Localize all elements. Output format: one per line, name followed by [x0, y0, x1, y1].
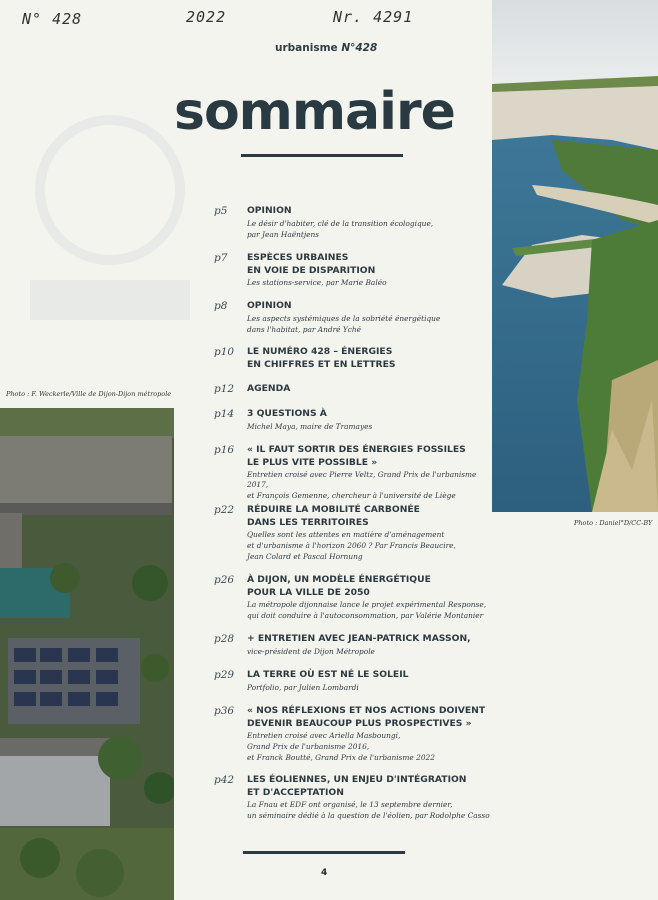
toc-entry-body: [247, 774, 497, 821]
toc-heading-line: LE NUMÉRO 428 – ÉNERGIES: [247, 346, 393, 357]
toc-description-line: Quelles sont les attentes en matière d'aménagement: [247, 530, 445, 539]
toc-heading-line: OPINION: [247, 205, 292, 216]
photo-credit-left: Photo : F. Weckerle/Ville de Dijon-Dijon métropole: [6, 390, 172, 398]
toc-description-line: Les aspects systémiques de la sobriété énergétique: [247, 313, 441, 323]
toc-page-number: p22: [214, 504, 235, 516]
handwritten-year: 2022: [186, 8, 227, 26]
handwritten-catalog-number: Nr. 4291: [333, 8, 414, 26]
toc-heading-line: LE PLUS VITE POSSIBLE »: [247, 456, 378, 468]
toc-description-line: et François Gemenne, chercheur à l'université de Liège: [247, 491, 456, 500]
photo-credit-right: Photo : Daniel°D/CC-BY: [574, 519, 653, 527]
toc-page-number: p29: [214, 669, 235, 681]
toc-heading-line: + ENTRETIEN AVEC JEAN-PATRICK MASSON,: [247, 633, 471, 644]
toc-entry-body: [247, 300, 497, 335]
toc-heading-line: LA TERRE OÙ EST NÉ LE SOLEIL: [247, 669, 409, 680]
toc-description-line: et d'urbanisme à l'horizon 2060 ? Par Francis Beaucire,: [247, 541, 456, 550]
toc-description-line: par Jean Haëntjens: [247, 229, 320, 239]
toc-page-number: p42: [214, 774, 235, 786]
toc-page-number: p36: [214, 705, 235, 717]
toc-page-number: p16: [214, 444, 235, 456]
toc-description-line: Grand Prix de l'urbanisme 2016,: [247, 742, 370, 751]
toc-heading-line: ET D'ACCEPTATION: [247, 786, 344, 798]
toc-entry-body: [247, 633, 497, 657]
toc-page-number: p8: [214, 300, 228, 312]
toc-description-line: et Franck Boutté, Grand Prix de l'urbanisme 2022: [247, 753, 435, 762]
toc-page-number: p14: [214, 408, 235, 420]
toc-description-line: dans l'habitat, par André Yché: [247, 324, 361, 334]
toc-page-number: p7: [214, 252, 228, 264]
toc-description-line: vice-président de Dijon Métropole: [247, 646, 375, 656]
toc-description-line: un séminaire dédié à la question de l'éolien, par Rodolphe Casso: [247, 811, 490, 820]
toc-entry-body: [247, 504, 497, 562]
toc-entry-body: [247, 705, 497, 763]
toc-page-number: p12: [214, 383, 235, 395]
toc-description-line: Jean Colard et Pascal Hornung: [247, 552, 363, 561]
toc-heading-line: DANS LES TERRITOIRES: [247, 516, 369, 528]
toc-description-line: La métropole dijonnaise lance le projet expérimental Response,: [247, 600, 487, 609]
toc-heading-line: RÉDUIRE LA MOBILITÉ CARBONÉE: [247, 504, 420, 515]
toc-page-number: p28: [214, 633, 235, 645]
toc-heading-line: AGENDA: [247, 383, 291, 394]
toc-entry-body: [247, 383, 497, 396]
toc-description-line: Michel Maya, maire de Tramayes: [247, 421, 373, 431]
toc-heading-line: LES ÉOLIENNES, UN ENJEU D'INTÉGRATION: [247, 774, 467, 785]
aerial-solar-rooftops-photo: [0, 408, 174, 900]
toc-heading-line: DEVENIR BEAUCOUP PLUS PROSPECTIVES »: [247, 717, 472, 729]
toc-entry-body: [247, 669, 497, 693]
toc-entry-body: [247, 346, 497, 371]
toc-description-line: La Fnau et EDF ont organisé, le 13 septembre dernier,: [247, 800, 453, 809]
bottom-rule: [243, 851, 405, 854]
toc-entry-body: [247, 205, 497, 240]
page-title: sommaire: [174, 82, 455, 142]
toc-entry-body: [247, 574, 497, 621]
toc-entry-body: [247, 408, 497, 432]
toc-description-line: qui doit conduire à l'autoconsommation, par Valérie Montanier: [247, 611, 484, 620]
toc-heading-line: EN VOIE DE DISPARITION: [247, 264, 376, 276]
masthead-issue-number: N°428: [341, 42, 378, 54]
toc-heading-line: OPINION: [247, 300, 292, 311]
toc-page-number: p10: [214, 346, 235, 358]
toc-heading-line: À DIJON, UN MODÈLE ÉNERGÉTIQUE: [247, 574, 431, 585]
toc-page-number: p5: [214, 205, 228, 217]
toc-heading-line: EN CHIFFRES ET EN LETTRES: [247, 358, 396, 370]
toc-entry-body: [247, 252, 497, 288]
masthead-brand: urbanisme: [275, 42, 338, 54]
toc-heading-line: « IL FAUT SORTIR DES ÉNERGIES FOSSILES: [247, 444, 466, 455]
toc-heading-line: « NOS RÉFLEXIONS ET NOS ACTIONS DOIVENT: [247, 705, 486, 716]
toc-page-number: p26: [214, 574, 235, 586]
page-number: 4: [321, 868, 328, 878]
toc-description-line: Entretien croisé avec Ariella Masboungi,: [247, 731, 401, 740]
toc-description-line: Entretien croisé avec Pierre Veltz, Grand Prix de l'urbanisme 2017,: [247, 470, 477, 489]
masthead: [275, 42, 377, 54]
toc-description-line: Les stations-service, par Marie Baléo: [247, 278, 387, 287]
toc-heading-line: 3 QUESTIONS À: [247, 408, 327, 419]
cliffs-sea-photo: [492, 0, 658, 512]
toc-description-line: Portfolio, par Julien Lombardi: [247, 682, 359, 692]
toc-description-line: Le désir d'habiter, clé de la transition écologique,: [247, 218, 434, 228]
title-rule: [241, 154, 403, 157]
toc-heading-line: ESPÈCES URBAINES: [247, 252, 349, 263]
toc-heading-line: POUR LA VILLE DE 2050: [247, 586, 370, 598]
toc-entry-body: [247, 444, 497, 501]
handwritten-issue-ref: N° 428: [22, 10, 83, 28]
